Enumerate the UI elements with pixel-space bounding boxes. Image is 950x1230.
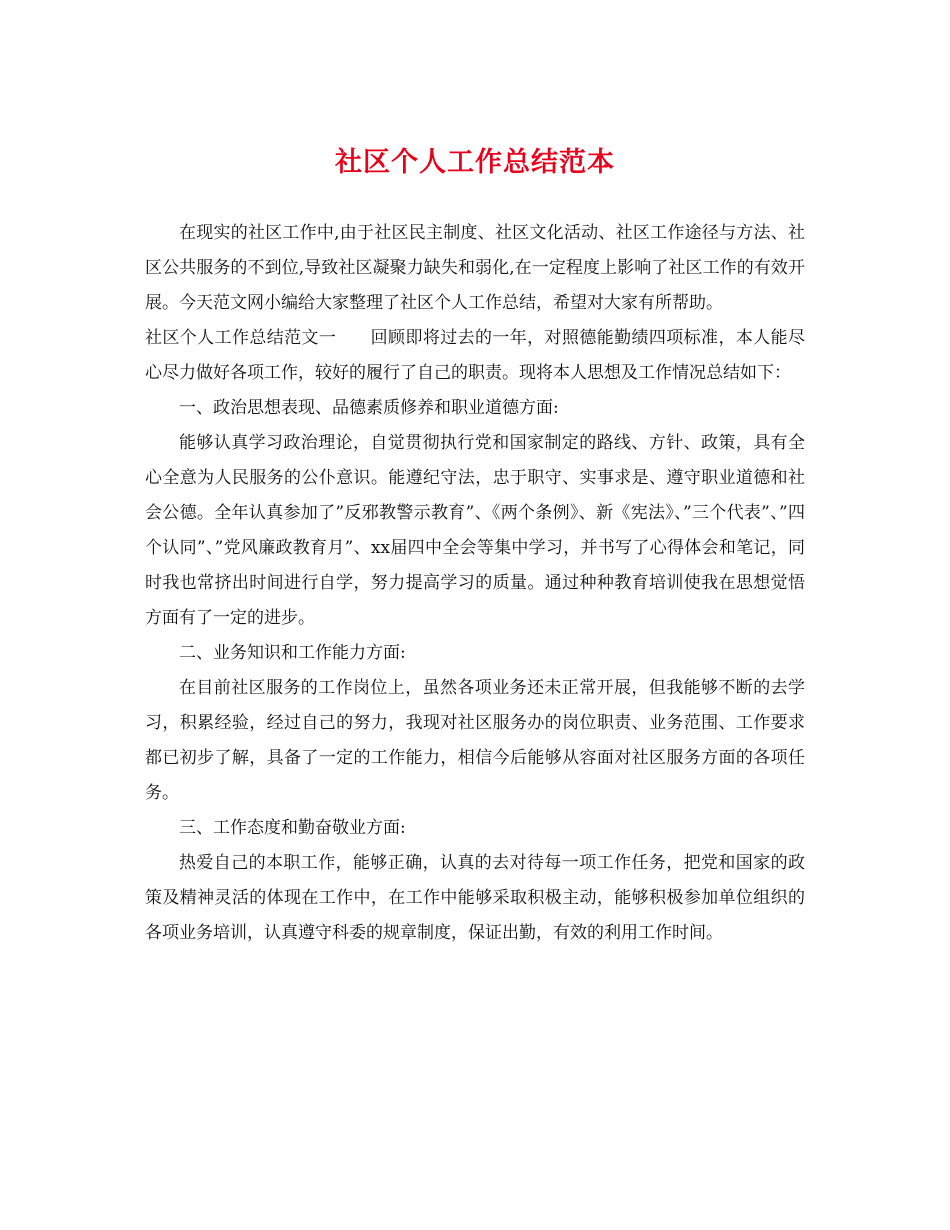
section2-heading: 二、业务知识和工作能力方面: (179, 643, 406, 663)
section2-body: 在目前社区服务的工作岗位上，虽然各项业务还未正常开展，但我能够不断的去学习，积累经验，经过自己的努力，我现对社区服务办的岗位职责、业务范围、工作要求都已初步了解，具备了一定的工作能力，相信今后能够从容面对社区服务方面的各项任务。 (145, 678, 805, 803)
sample-paragraph (145, 321, 805, 391)
section3-heading: 三、工作态度和勤奋敬业方面: (179, 818, 406, 838)
intro-paragraph: 在现实的社区工作中,由于社区民主制度、社区文化活动、社区工作途径与方法、社区公共服务的不到位,导致社区凝聚力缺失和弱化,在一定程度上影响了社区工作的有效开展。今天范文网小编给大家整理了社区个人工作总结，希望对大家有所帮助。 (145, 223, 805, 313)
section1-heading: 一、政治思想表现、品德素质修养和职业道德方面: (179, 398, 559, 418)
document-body (145, 216, 805, 951)
sample-opening: 回顾即将过去的一年，对照德能勤绩四项标准，本人能尽心尽力做好各项工作，较好的履行了自己的职责。现将本人思想及工作情况总结如下： (145, 328, 806, 383)
sample-heading: 社区个人工作总结范文一 (145, 328, 337, 348)
section1-body: 能够认真学习政治理论，自觉贯彻执行党和国家制定的路线、方针、政策，具有全心全意为人民服务的公仆意识。能遵纪守法，忠于职守、实事求是、遵守职业道德和社会公德。全年认真参加了”反邪教警示教育”、《两个条例》、新《宪法》、”三个代表”、”四个认同”、”党风廉政教育月”、xx届四中全会等集中学习，并书写了心得体会和笔记，同时我也常挤出时间进行自学，努力提高学习的质量。通过种种教育培训使我在思想觉悟方面有了一定的进步。 (145, 433, 805, 628)
document-title: 社区个人工作总结范本 (335, 147, 615, 178)
section3-body: 热爱自己的本职工作，能够正确，认真的去对待每一项工作任务，把党和国家的政策及精神灵活的体现在工作中，在工作中能够采取积极主动，能够积极参加单位组织的各项业务培训，认真遵守科委的规章制度，保证出勤，有效的利用工作时间。 (145, 853, 805, 943)
